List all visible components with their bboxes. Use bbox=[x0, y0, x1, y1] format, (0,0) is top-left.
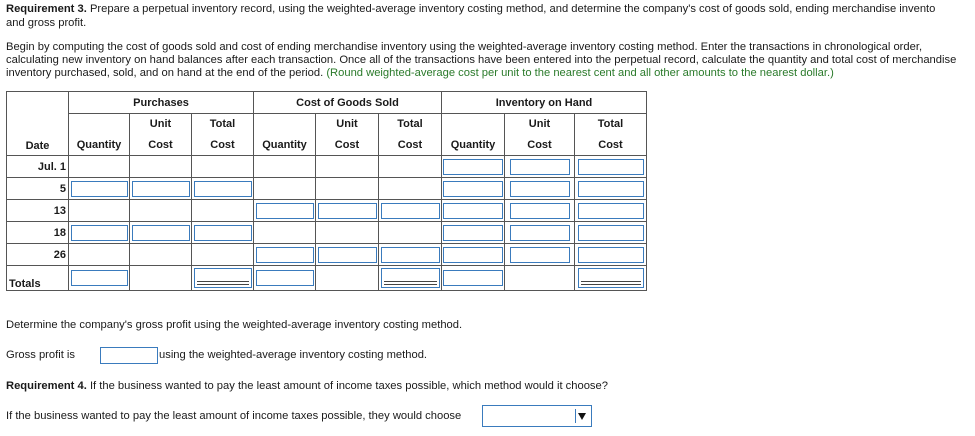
totals-row bbox=[7, 266, 647, 291]
gross-profit-question: Determine the company's gross profit using the weighted-average inventory costing method. bbox=[6, 319, 463, 331]
table-row bbox=[7, 156, 647, 178]
table-row bbox=[7, 222, 647, 244]
requirement-4 bbox=[6, 380, 608, 392]
instructions-text: Begin by computing the cost of goods sold and cost of ending merchandise inventory using the weighted-average inventory costing method. Enter the transactions in chronological order, calculating new inventory on hand balances after each transaction. Once all of the transactions have been entered into the perpetual record, calculate the quantity and total cost of merchandise inventory purchased, sold, and on hand at the end of the period. bbox=[6, 41, 957, 79]
cogs-unit-cost-input[interactable] bbox=[318, 203, 377, 219]
inventory-total-cost-input[interactable] bbox=[578, 203, 644, 219]
requirement-3-text-cont: and gross profit. bbox=[6, 16, 87, 29]
row-date: 5 bbox=[7, 178, 69, 200]
row-date: 13 bbox=[7, 200, 69, 222]
inventory-total-cost-input[interactable] bbox=[578, 159, 644, 175]
cogs-total-quantity-input[interactable] bbox=[256, 270, 314, 286]
purchase-quantity-input[interactable] bbox=[71, 225, 128, 241]
table-row bbox=[7, 200, 647, 222]
requirement-3 bbox=[6, 3, 975, 30]
rounding-note: (Round weighted-average cost per unit to the nearest cent and all other amounts to the nearest dollar.) bbox=[326, 66, 834, 79]
requirement-3-label: Requirement 3. bbox=[6, 3, 87, 15]
inventory-quantity-input[interactable] bbox=[443, 159, 503, 175]
requirement-4-text: If the business wanted to pay the least amount of income taxes possible, which method would it choose? bbox=[89, 380, 608, 392]
method-question: If the business wanted to pay the least amount of income taxes possible, they would choose bbox=[6, 410, 462, 422]
inventory-total-quantity-input[interactable] bbox=[443, 270, 503, 286]
header-quantity: Quantity bbox=[69, 135, 130, 156]
gross-profit-input[interactable] bbox=[100, 347, 158, 364]
inventory-grand-total-cost-input[interactable] bbox=[578, 268, 644, 288]
header-unit: Unit bbox=[130, 114, 192, 135]
header-total: Total bbox=[575, 114, 647, 135]
header-quantity: Quantity bbox=[254, 135, 316, 156]
purchase-unit-cost-input[interactable] bbox=[132, 181, 190, 197]
header-unit: Unit bbox=[316, 114, 379, 135]
cogs-total-cost-input[interactable] bbox=[381, 203, 440, 219]
table-row bbox=[7, 178, 647, 200]
cogs-quantity-input[interactable] bbox=[256, 203, 314, 219]
cogs-quantity-input[interactable] bbox=[256, 247, 314, 263]
header-cost-of-goods-sold: Cost of Goods Sold bbox=[254, 92, 442, 114]
gross-profit-label: Gross profit is bbox=[6, 349, 76, 361]
row-date: 26 bbox=[7, 244, 69, 266]
inventory-unit-cost-input[interactable] bbox=[510, 247, 570, 263]
purchase-total-cost-input[interactable] bbox=[194, 181, 252, 197]
header-quantity: Quantity bbox=[442, 135, 505, 156]
inventory-unit-cost-input[interactable] bbox=[510, 203, 570, 219]
gross-profit-line bbox=[6, 349, 428, 361]
header-inventory-on-hand: Inventory on Hand bbox=[442, 92, 647, 114]
inventory-total-cost-input[interactable] bbox=[578, 247, 644, 263]
cogs-grand-total-cost-input[interactable] bbox=[381, 268, 440, 288]
dropdown-arrow-icon[interactable] bbox=[575, 409, 588, 423]
inventory-unit-cost-input[interactable] bbox=[510, 159, 570, 175]
gross-profit-suffix: using the weighted-average inventory costing method. bbox=[159, 349, 428, 361]
header-cost: Cost bbox=[316, 135, 379, 156]
header-cost: Cost bbox=[379, 135, 442, 156]
header-cost: Cost bbox=[575, 135, 647, 156]
instructions bbox=[6, 41, 966, 79]
method-dropdown[interactable] bbox=[482, 405, 592, 427]
inventory-unit-cost-input[interactable] bbox=[510, 225, 570, 241]
inventory-total-cost-input[interactable] bbox=[578, 181, 644, 197]
inventory-quantity-input[interactable] bbox=[443, 181, 503, 197]
inventory-quantity-input[interactable] bbox=[443, 225, 503, 241]
inventory-quantity-input[interactable] bbox=[443, 247, 503, 263]
requirement-4-label: Requirement 4. bbox=[6, 380, 87, 392]
inventory-quantity-input[interactable] bbox=[443, 203, 503, 219]
purchase-total-cost-input[interactable] bbox=[194, 225, 252, 241]
header-purchases: Purchases bbox=[69, 92, 254, 114]
header-date: Date bbox=[7, 92, 69, 156]
purchases-total-cost-input[interactable] bbox=[194, 268, 252, 288]
header-cost: Cost bbox=[505, 135, 575, 156]
requirement-3-text: Prepare a perpetual inventory record, using the weighted-average inventory costing method, and determine the company's cost of goods sold, ending merchandise invento bbox=[89, 3, 936, 15]
totals-label: Totals bbox=[7, 266, 69, 291]
purchases-total-quantity-input[interactable] bbox=[71, 270, 128, 286]
inventory-unit-cost-input[interactable] bbox=[510, 181, 570, 197]
row-date: 18 bbox=[7, 222, 69, 244]
table-row bbox=[7, 244, 647, 266]
perpetual-inventory-table bbox=[6, 91, 647, 291]
header-total: Total bbox=[379, 114, 442, 135]
inventory-total-cost-input[interactable] bbox=[578, 225, 644, 241]
purchase-unit-cost-input[interactable] bbox=[132, 225, 190, 241]
header-unit: Unit bbox=[505, 114, 575, 135]
header-cost: Cost bbox=[130, 135, 192, 156]
header-cost: Cost bbox=[192, 135, 254, 156]
purchase-quantity-input[interactable] bbox=[71, 181, 128, 197]
cogs-unit-cost-input[interactable] bbox=[318, 247, 377, 263]
row-date: Jul. 1 bbox=[7, 156, 69, 178]
cogs-total-cost-input[interactable] bbox=[381, 247, 440, 263]
header-total: Total bbox=[192, 114, 254, 135]
